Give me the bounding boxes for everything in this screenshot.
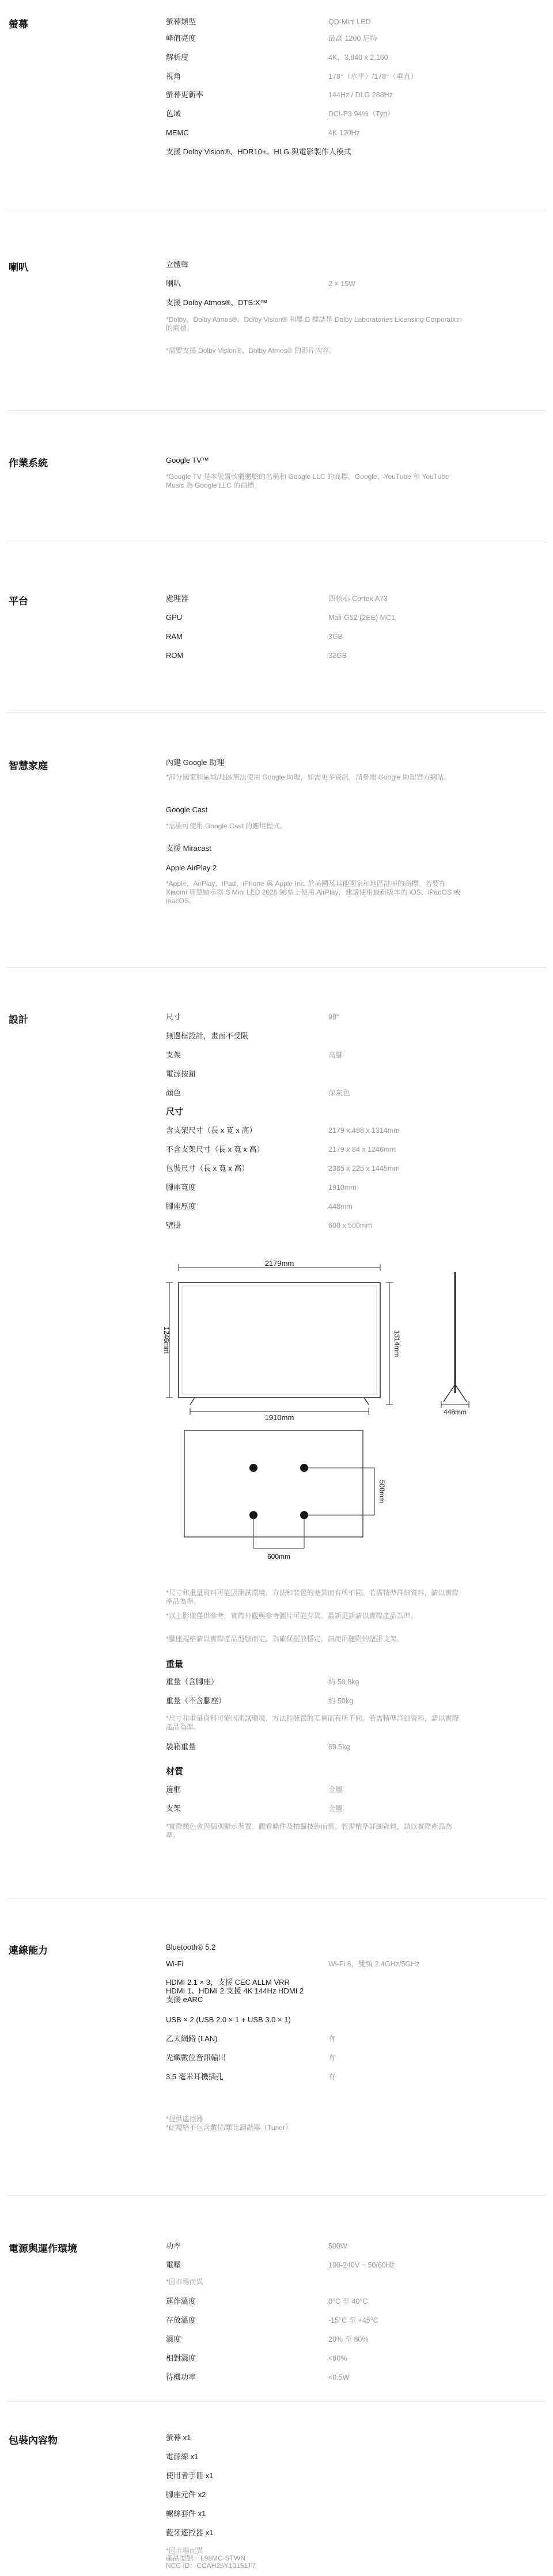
footnote: *尺寸和重量資料可能因測試環境、方法和裝置的差異而有所不同。若需精準詳細資料，請以實際產品為準。 <box>166 1714 459 1731</box>
width-dimension-label: 2179mm <box>264 1261 294 1268</box>
spec-label: 邊框 <box>166 1785 181 1794</box>
spec-label: 重量（不含腳座） <box>166 1696 226 1705</box>
section-title: 包裝內容物 <box>9 2435 58 2446</box>
section-divider <box>7 2401 546 2402</box>
box-item: 腳座元件 x2 <box>166 2490 206 2499</box>
spec-value: <0.5W <box>328 2373 350 2381</box>
footnote: NCC ID：CCAH25Y10151T7 <box>166 2562 256 2570</box>
spec-value: 448mm <box>328 1203 353 1211</box>
spec-label: HDMI 1、HDMI 2 支援 4K 144Hz HDMI 2 <box>166 1987 304 1995</box>
spec-label: USB × 2 (USB 2.0 × 1 + USB 3.0 × 1) <box>166 2015 291 2024</box>
spec-label: Bluetooth® 5.2 <box>166 1943 216 1951</box>
spec-label: 螢幕更新率 <box>166 90 204 99</box>
spec-label: 含支架尺寸（長 x 寬 x 高） <box>166 1126 257 1135</box>
section-title: 連線能力 <box>9 1945 48 1956</box>
depth-dimension-label: 448mm <box>443 1408 467 1416</box>
spec-label: RAM <box>166 632 183 641</box>
spec-value: 2179 x 488 x 1314mm <box>328 1127 400 1135</box>
spec-label: 支援 Dolby Vision®、HDR10+、HLG 與電影製作人模式 <box>166 147 351 156</box>
spec-label: 濕度 <box>166 2335 181 2343</box>
footnote: *提供遙控器 <box>166 2115 203 2123</box>
spec-label: 裝箱重量 <box>166 1742 196 1751</box>
spec-value: 69.5kg <box>328 1743 350 1751</box>
spec-value: 2385 x 225 x 1445mm <box>328 1165 400 1173</box>
spec-value: 2 × 15W <box>328 280 355 288</box>
height-dimension-label: 1246mm <box>162 1326 171 1354</box>
spec-value: -15°C 至 +45°C <box>328 2316 378 2324</box>
spec-label: 無邊框設計，畫面不受限 <box>166 1032 249 1040</box>
spec-value: 深灰色 <box>328 1089 350 1097</box>
spec-label: 重量（含腳座） <box>166 1677 219 1686</box>
spec-value: 0°C 至 40°C <box>328 2297 368 2305</box>
footnote: *以上影像僅供參考，實際外觀與參考圖片可能有異。最新更新請以實際產品為準。 <box>166 1612 418 1620</box>
section-divider <box>7 410 546 411</box>
spec-label: 腳座厚度 <box>166 1202 196 1211</box>
subsection-title: 尺寸 <box>166 1107 184 1117</box>
spec-label: 乙太網路 (LAN) <box>166 2034 218 2043</box>
height-with-stand-label: 1314mm <box>393 1330 401 1357</box>
section-title: 電源與運作環境 <box>9 2243 77 2254</box>
spec-label: 支架 <box>166 1051 181 1059</box>
spec-label: 峰值亮度 <box>166 34 196 43</box>
spec-value: 金屬 <box>328 1805 343 1813</box>
section-divider <box>7 967 546 968</box>
vesa-vertical-label: 500mm <box>378 1479 386 1504</box>
section-title: 喇叭 <box>9 262 28 273</box>
spec-value: 金屬 <box>328 1786 343 1794</box>
spec-label: 支援 eARC <box>166 1995 203 2004</box>
spec-label: 色域 <box>166 109 181 118</box>
vesa-hole <box>249 1464 257 1472</box>
box-item: 螢幕 x1 <box>166 2433 191 2442</box>
box-item: 使用者手冊 x1 <box>166 2471 214 2480</box>
footnote: *此規格不包含數位/類比調諧器（Tuner） <box>166 2124 292 2132</box>
spec-label: 3.5 毫米耳機插孔 <box>166 2072 224 2081</box>
footnote: *尺寸和重量資料可能因測試環境、方法和裝置的差異而有所不同。若需精準詳細資料，請以實際產品為準。 <box>166 1589 459 1605</box>
section-title: 螢幕 <box>9 19 28 30</box>
section-title: 智慧家庭 <box>9 760 48 771</box>
spec-label: 支架 <box>166 1804 181 1813</box>
spec-label: 喇叭 <box>166 279 181 288</box>
spec-value: 有 <box>328 2054 336 2062</box>
spec-value: 98" <box>328 1013 339 1021</box>
spec-value: 約 50kg <box>328 1697 354 1705</box>
section-title: 作業系統 <box>9 458 48 469</box>
spec-value: 3GB <box>328 633 343 641</box>
feature-label: Google Cast <box>166 805 208 814</box>
spec-value: 20% 至 80% <box>328 2335 369 2343</box>
section-title: 平台 <box>9 596 28 607</box>
footnote: *需要支援 Dolby Vision®、Dolby Atmos® 的影片內容。 <box>166 347 336 355</box>
spec-label: HDMI 2.1 × 3，支援 CEC ALLM VRR <box>166 1978 290 1987</box>
spec-value: Mali-G52 (2EE) MC1 <box>328 614 395 622</box>
spec-label: 存放溫度 <box>166 2316 196 2324</box>
spec-value: 100-240V ~ 50/60Hz <box>328 2261 395 2269</box>
spec-label: 電壓 <box>166 2261 181 2269</box>
spec-label: 待機功率 <box>166 2373 196 2381</box>
subsection-title: 材質 <box>166 1767 184 1776</box>
footnote: *Apple、AirPlay、iPad、iPhone 與 Apple Inc. 於美國及其他國家和地區註冊的商標。若要在 Xiaomi 智慧顯示器 S Mini LED 2026 98型上使用 AirPlay，建議使用最新版本的 iOS、iPadOS 或 macOS。 <box>166 880 461 905</box>
spec-value: 32GB <box>328 652 347 660</box>
footnote: *腳座規格請以實際產品型號而定。為確保擺放穩定，請使用隨附的壁掛支架。 <box>166 1635 404 1643</box>
vesa-diagram <box>179 1428 415 1563</box>
spec-label: 電源按鈕 <box>166 1070 196 1078</box>
spec-value: 有 <box>328 2073 336 2081</box>
tv-back-outline <box>184 1430 363 1537</box>
spec-value: Wi-Fi 6，雙頻 2.4GHz/5GHz <box>328 1960 420 1968</box>
os-name: Google TV™ <box>166 456 209 465</box>
footnote: 產品型號：L98MC-STWN <box>166 2554 246 2562</box>
spec-label: ROM <box>166 651 184 660</box>
spec-label: 腳座寬度 <box>166 1183 196 1192</box>
stand-width-label: 1910mm <box>264 1413 294 1422</box>
spec-label: 處理器 <box>166 594 189 603</box>
spec-label: GPU <box>166 613 183 622</box>
spec-value: 約 50.8kg <box>328 1678 359 1686</box>
spec-value: 最高 1200 尼特 <box>328 35 377 43</box>
spec-value: 2179 x 84 x 1246mm <box>328 1146 396 1154</box>
spec-label: 視角 <box>166 72 181 81</box>
spec-value: DCI-P3 94%（Typ） <box>328 110 395 118</box>
spec-label: 支援 Dolby Atmos®、DTS:X™ <box>166 298 268 307</box>
spec-value: 4K，3,840 x 2,160 <box>328 54 388 62</box>
spec-value: QD-Mini LED <box>328 18 371 26</box>
spec-label: 立體聲 <box>166 260 189 269</box>
box-item: 電源線 x1 <box>166 2452 199 2461</box>
section-title: 設計 <box>9 1014 28 1025</box>
footnote: *Google TV 是本裝置軟體體驗的名稱和 Google LLC 的商標。Google、YouTube 和 YouTube Music 為 Google LLC 的商標。 <box>166 473 449 489</box>
spec-value: <80% <box>328 2354 347 2362</box>
spec-value: 高腳 <box>328 1051 343 1059</box>
spec-value: 4K 120Hz <box>328 129 360 137</box>
spec-label: MEMC <box>166 128 189 137</box>
spec-label: 運作溫度 <box>166 2297 196 2305</box>
footnote: *部分國家和區域/地區無法使用 Google 助理，如需更多資訊，請參閱 Google 助理官方網站。 <box>166 773 451 781</box>
spec-label: 光纖數位音訊輸出 <box>166 2053 226 2062</box>
spec-value: 有 <box>328 2035 336 2043</box>
feature-label: 內建 Google 助理 <box>166 758 225 767</box>
spec-label: 相對濕度 <box>166 2354 196 2362</box>
spec-value: 四核心 Cortex A73 <box>328 595 388 603</box>
spec-value: 500W <box>328 2242 347 2250</box>
spec-label: 功率 <box>166 2242 181 2250</box>
spec-label: 解析度 <box>166 53 189 62</box>
feature-label: Apple AirPlay 2 <box>166 863 217 872</box>
spec-label: Wi-Fi <box>166 1959 184 1968</box>
feature-label: 支援 Miracast <box>166 844 211 853</box>
footnote: *因市場而異 <box>166 2278 203 2286</box>
footnote: *需要可使用 Google Cast 的應用程式。 <box>166 822 287 830</box>
spec-value: 1910mm <box>328 1184 357 1192</box>
footnote: *因市場而異 <box>166 2547 203 2555</box>
section-divider <box>7 712 546 713</box>
subsection-title: 重量 <box>166 1660 184 1669</box>
footnote: *Dolby、Dolby Atmos®、Dolby Vision® 和雙 D 標誌是 Dolby Laboratories Licensing Corporation 的商標。 <box>166 315 462 332</box>
spec-value: 600 x 500mm <box>328 1222 372 1230</box>
box-item: 藍牙遙控器 x1 <box>166 2528 214 2537</box>
spec-label: 包裝尺寸（長 x 寬 x 高） <box>166 1164 249 1173</box>
spec-label: 尺寸 <box>166 1013 181 1021</box>
vesa-horizontal-label: 600mm <box>267 1553 291 1561</box>
dimension-diagram-front <box>161 1261 484 1422</box>
spec-label: 螢幕類型 <box>166 17 196 26</box>
spec-label: 顏色 <box>166 1089 181 1097</box>
spec-label: 壁掛 <box>166 1221 181 1230</box>
spec-label: 不含支架尺寸（長 x 寬 x 高） <box>166 1145 264 1154</box>
tv-front-outline <box>179 1283 380 1398</box>
footnote: *實際顏色會因個別顯示裝置、觀看條件及拍攝技術而異。若需精準詳細資料，請以實際產品為準。 <box>166 1822 452 1839</box>
spec-value: 144Hz / DLG 288Hz <box>328 91 393 99</box>
spec-value: 178°（水平）/178°（垂直） <box>328 73 418 81</box>
box-item: 螺絲套件 x1 <box>166 2509 206 2518</box>
